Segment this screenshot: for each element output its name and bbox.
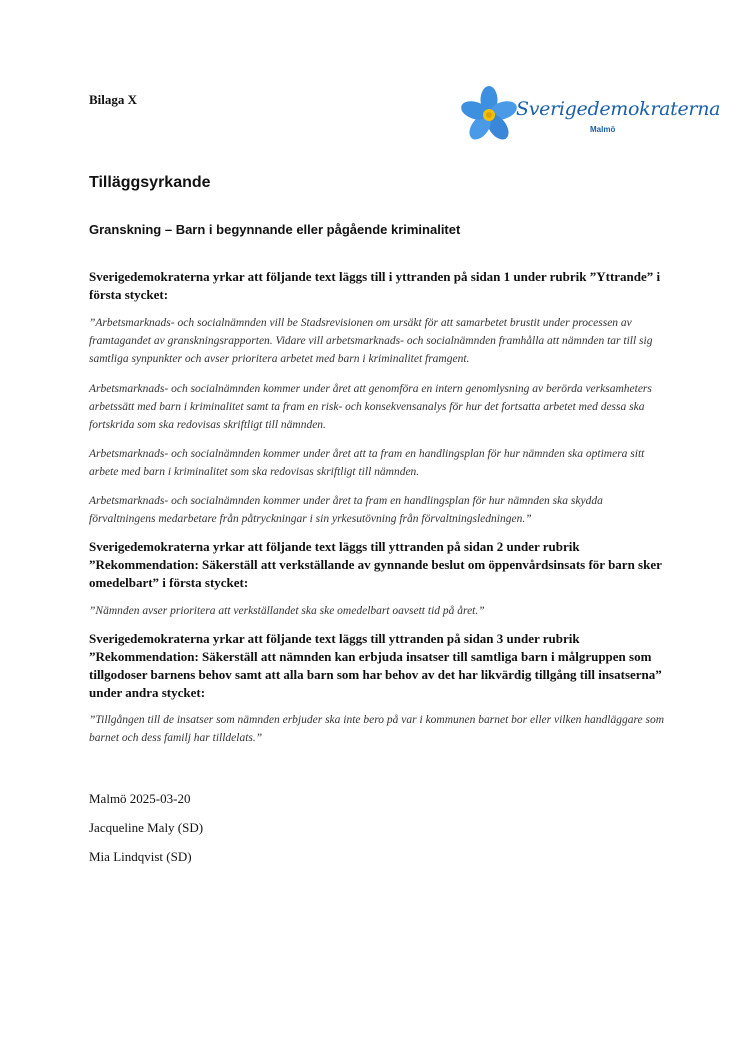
motion-1: Sverigedemokraterna yrkar att följande text läggs till i yttranden på sidan 1 under rubrik ”Yttrande” i första stycket: (89, 269, 661, 302)
place-date: Malmö 2025-03-20 (89, 791, 191, 806)
quote-1d: Arbetsmarknads- och socialnämnden kommer under året ta fram en handlingsplan för hur nämnden ska skydda förvaltningens medarbetare från påtryckningar i sin yrkesutövning från förvaltningsledningen.” (89, 495, 603, 525)
page-subtitle: Granskning – Barn i begynnande eller pågående kriminalitet (89, 222, 461, 237)
motion-2: Sverigedemokraterna yrkar att följande text läggs till yttranden på sidan 2 under rubrik ”Rekommendation: Säkerställ att verkställande av gynnande beslut om öppenvårdsinsats för barn sker omedelbart” i första stycket: (89, 539, 662, 590)
quote-2: ”Nämnden avser prioritera att verkställandet ska ske omedelbart oavsett tid på året.” (89, 605, 485, 617)
quote-3: ”Tillgången till de insatser som nämnden erbjuder ska inte bero på var i kommunen barnet bor eller vilken handläggare som barnet och dess familj har tilldelats.” (89, 714, 665, 744)
party-logo (458, 84, 721, 150)
blue-flower-icon (458, 84, 520, 146)
motion-3: Sverigedemokraterna yrkar att följande text läggs till yttranden på sidan 3 under rubrik ”Rekommendation: Säkerställ att nämnden kan erbjuda insatser till samtliga barn i målgruppen som tillgodoser barnens behov samt att alla barn som har behov av det har likvärdig tillgång till insatserna” under andra stycket: (89, 631, 662, 700)
quote-1a: ”Arbetsmarknads- och socialnämnden vill be Stadsrevisionen om ursäkt för att samarbetet brustit under processen av framtagandet av granskningsrapporten. Vidare vill arbetsmarknads- och socialnämnden framhålla att nämnden tar till sig samtliga synpunkter och avser prioritera arbetet med barn i kriminalitet framgent. (89, 317, 653, 365)
attachment-label: Bilaga X (89, 92, 138, 107)
quote-1b: Arbetsmarknads- och socialnämnden kommer under året att genomföra en intern genomlysning av berörda verksamheters arbetssätt med barn i kriminalitet samt ta fram en risk- och konsekvensanalys för hur det fortsatta arbetet med dessa ska fortskrida som ska redovisas skriftligt till nämnden. (89, 383, 652, 431)
signatory-2: Mia Lindqvist (SD) (89, 849, 192, 864)
logo-subtitle: Malmö (590, 125, 616, 134)
signatory-1: Jacqueline Maly (SD) (89, 820, 204, 835)
logo-wordmark: Sverigedemokraterna (516, 98, 721, 120)
page-title: Tilläggsyrkande (89, 174, 211, 191)
quote-1c: Arbetsmarknads- och socialnämnden kommer under året att ta fram en handlingsplan för hur nämnden ska optimera sitt arbete med barn i kriminalitet som ska redovisas skriftligt till nämnden. (89, 448, 645, 478)
